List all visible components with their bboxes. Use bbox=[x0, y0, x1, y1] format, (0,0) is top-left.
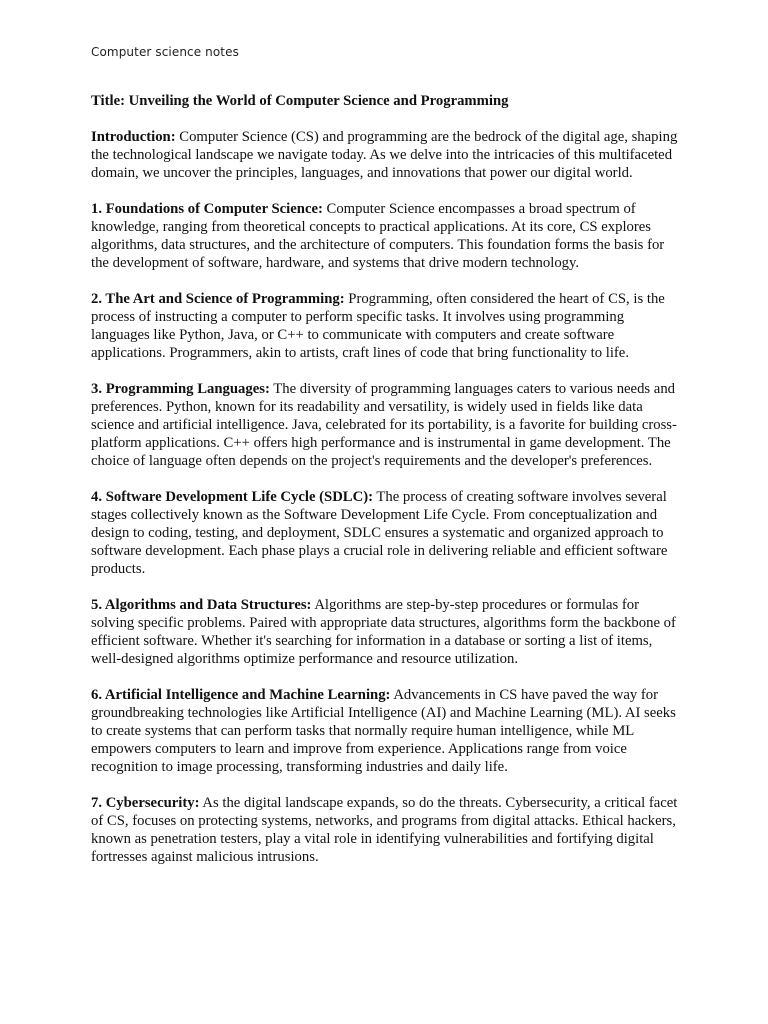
section-sdlc bbox=[91, 488, 681, 578]
section-text: The diversity of programming languages caters to various needs and preferences. Python, known for its readability and versatility, is widely used in fields like data science and artificial intelligence. Java, celebrated for its portability, is a favorite for building cross-platform applications. C++ offers high performance and is instrumental in game development. The choice of language often depends on the project's requirements and the developer's preferences. bbox=[91, 381, 677, 469]
section-heading: 2. The Art and Science of Programming: bbox=[91, 291, 345, 307]
section-programming bbox=[91, 290, 681, 362]
section-heading: 4. Software Development Life Cycle (SDLC): bbox=[91, 489, 373, 505]
section-algorithms bbox=[91, 596, 681, 668]
section-heading: 6. Artificial Intelligence and Machine Learning: bbox=[91, 687, 391, 703]
section-heading: Introduction: bbox=[91, 129, 176, 145]
section-cybersecurity bbox=[91, 794, 681, 866]
section-text: As the digital landscape expands, so do the threats. Cybersecurity, a critical facet of CS, focuses on protecting systems, networks, and programs from digital attacks. Ethical hackers, known as penetration testers, play a vital role in identifying vulnerabilities and fortifying digital fortresses against malicious intrusions. bbox=[91, 795, 678, 865]
section-text: The process of creating software involves several stages collectively known as the Software Development Life Cycle. From conceptualization and design to coding, testing, and deployment, SDLC ensures a systematic and organized approach to software development. Each phase plays a crucial role in delivering reliable and efficient software products. bbox=[91, 489, 668, 577]
section-text: Computer Science (CS) and programming are the bedrock of the digital age, shaping the technological landscape we navigate today. As we delve into the intricacies of this multifaceted domain, we uncover the principles, languages, and innovations that power our digital world. bbox=[91, 129, 678, 181]
section-ai-ml bbox=[91, 686, 681, 776]
header-note: Computer science notes bbox=[91, 45, 239, 59]
section-languages bbox=[91, 380, 681, 470]
section-text: Computer Science encompasses a broad spectrum of knowledge, ranging from theoretical concepts to practical applications. At its core, CS explores algorithms, data structures, and the architecture of computers. This foundation forms the basis for the development of software, hardware, and systems that drive modern technology. bbox=[91, 201, 665, 271]
section-foundations bbox=[91, 200, 681, 272]
section-heading: 5. Algorithms and Data Structures: bbox=[91, 597, 312, 613]
section-introduction bbox=[91, 128, 681, 182]
section-heading: 1. Foundations of Computer Science: bbox=[91, 201, 323, 217]
section-text: Advancements in CS have paved the way for groundbreaking technologies like Artificial Intelligence (AI) and Machine Learning (ML). AI seeks to create systems that can perform tasks that normally require human intelligence, while ML empowers computers to learn and improve from experience. Applications range from voice recognition to image processing, transforming industries and daily life. bbox=[91, 687, 676, 775]
document-title: Title: Unveiling the World of Computer Science and Programming bbox=[91, 93, 509, 109]
section-heading: 7. Cybersecurity: bbox=[91, 795, 200, 811]
section-text: Programming, often considered the heart of CS, is the process of instructing a computer to perform specific tasks. It involves using programming languages like Python, Java, or C++ to communicate with computers and create software applications. Programmers, akin to artists, craft lines of code that bring functionality to life. bbox=[91, 291, 665, 361]
document-body bbox=[91, 92, 681, 884]
section-heading: 3. Programming Languages: bbox=[91, 381, 270, 397]
section-text: Algorithms are step-by-step procedures or formulas for solving specific problems. Paired with appropriate data structures, algorithms form the backbone of efficient software. Whether it's searching for information in a database or sorting a list of items, well-designed algorithms optimize performance and resource utilization. bbox=[91, 597, 676, 667]
